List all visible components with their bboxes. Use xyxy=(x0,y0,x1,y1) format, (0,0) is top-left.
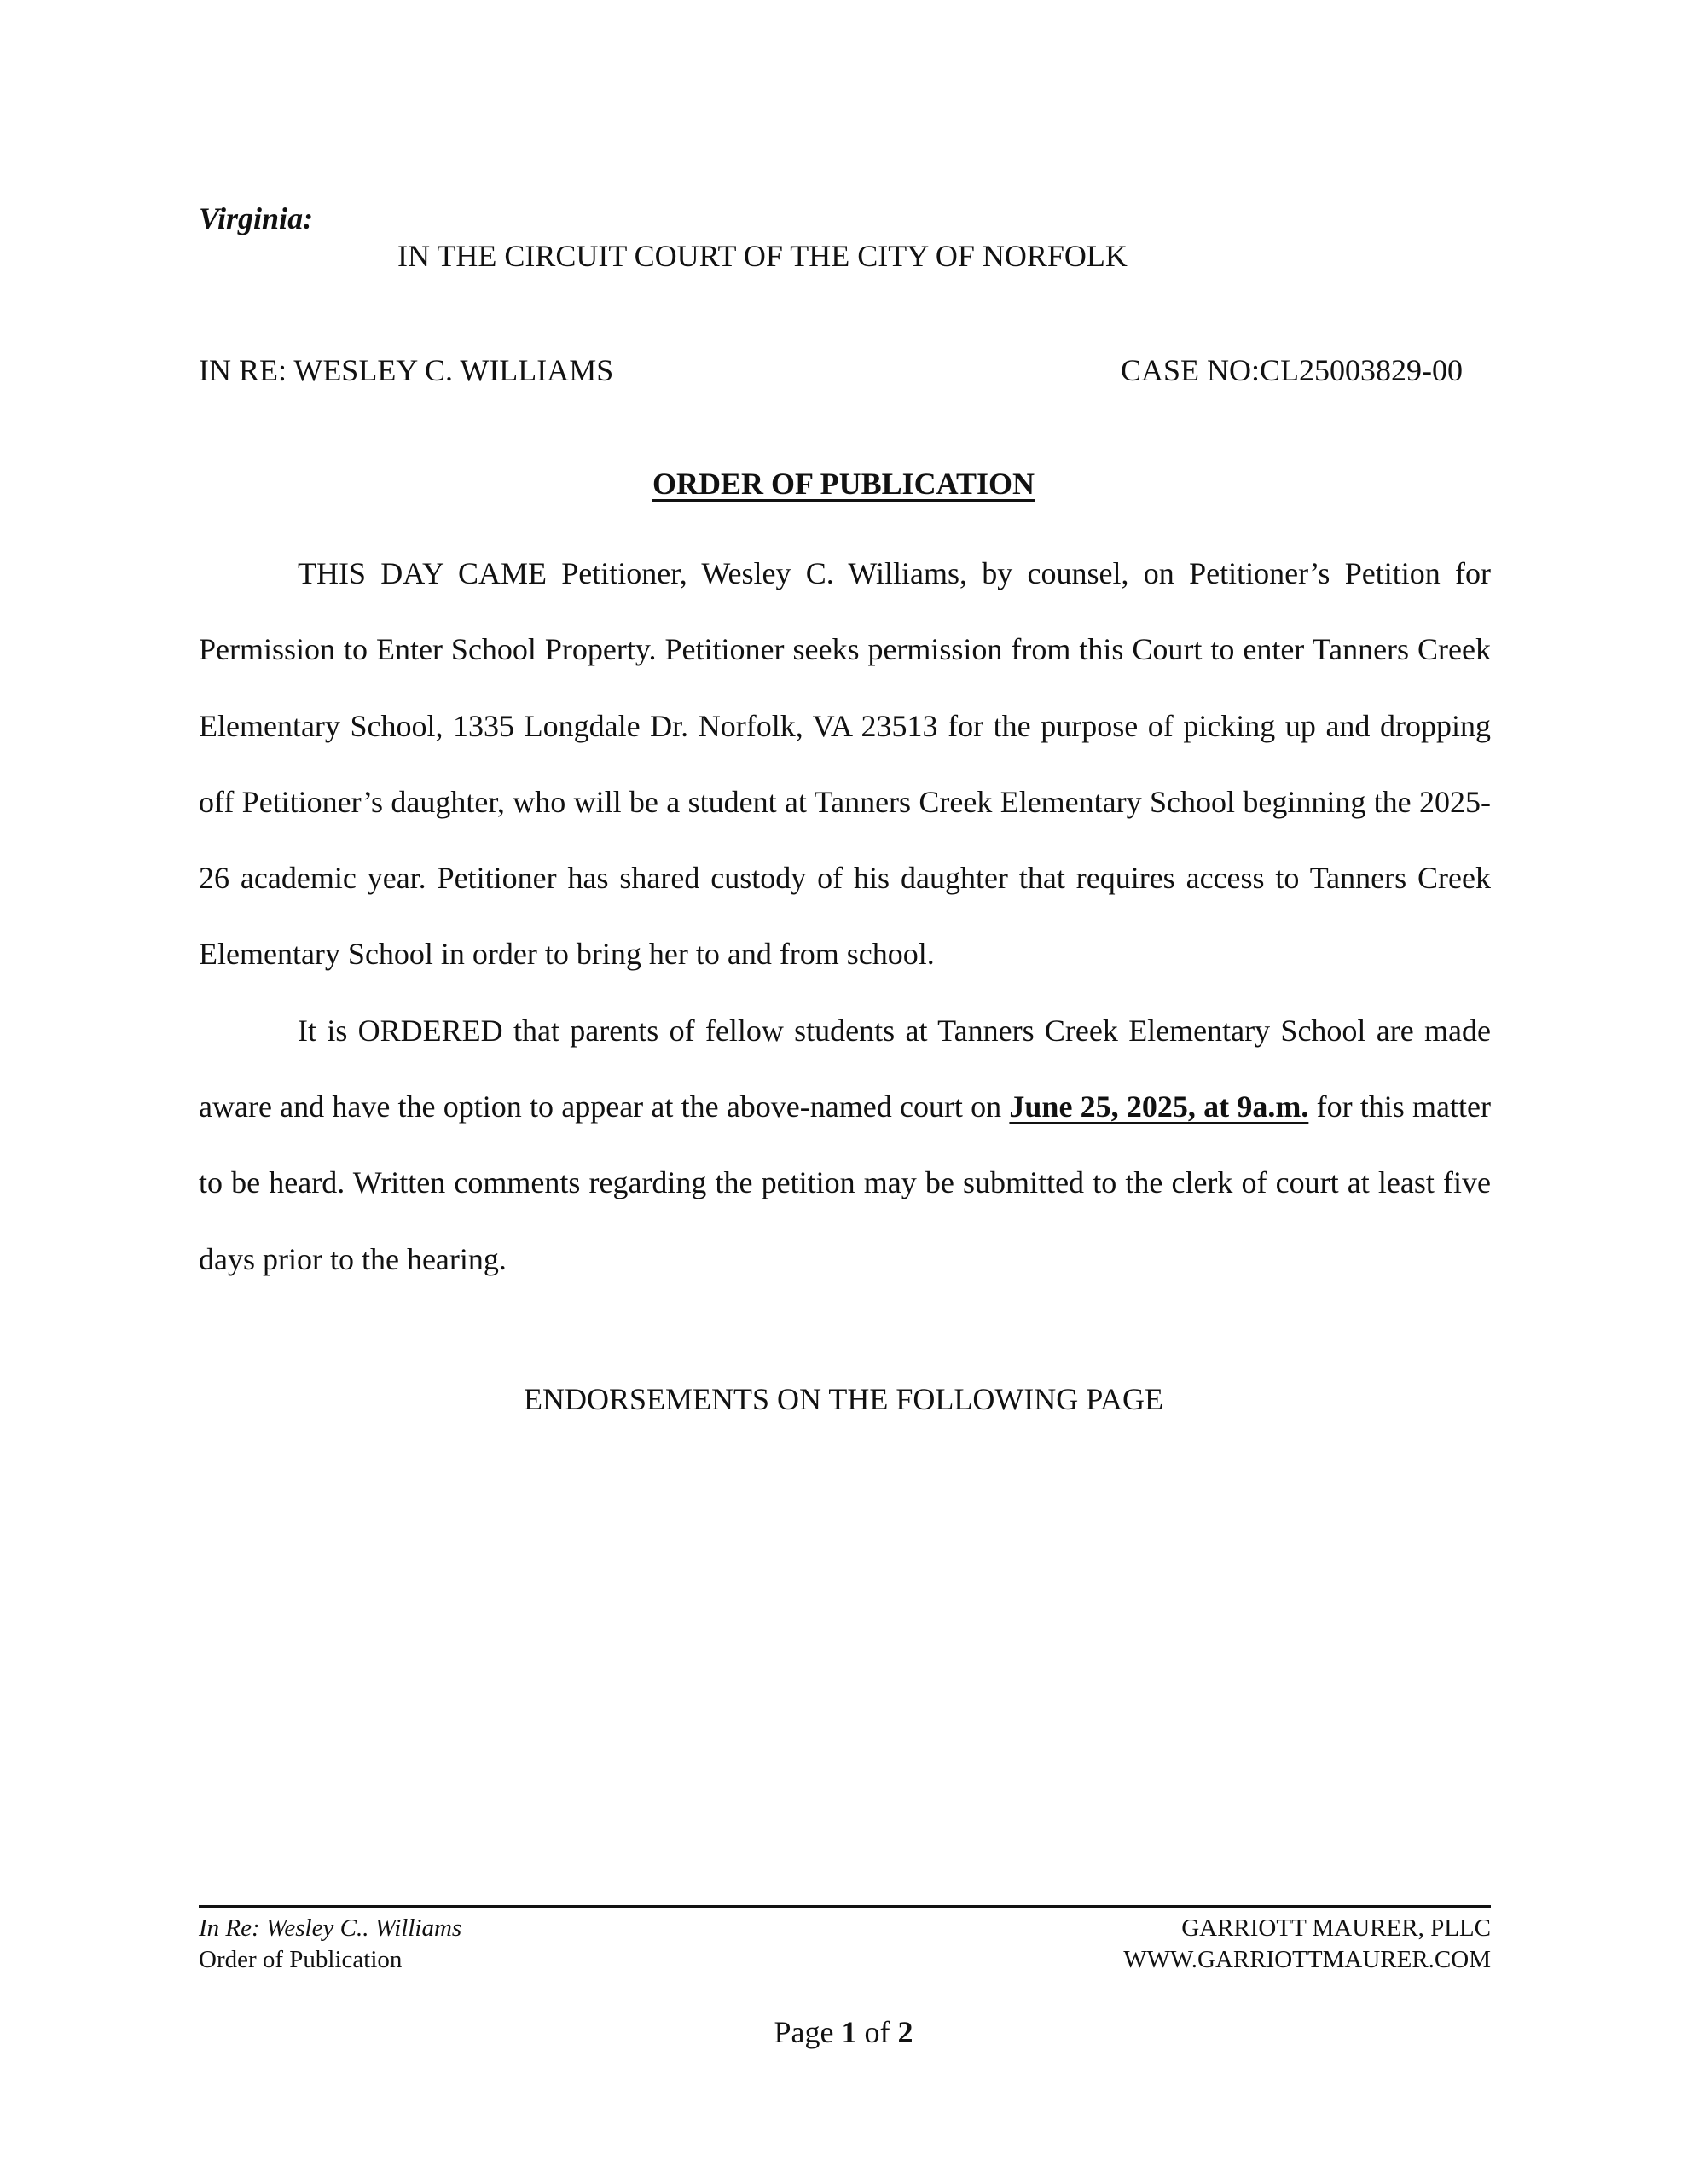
page-of: of xyxy=(856,2015,898,2049)
order-text-before: It is ORDERED that parents of fellow students at Tanners Creek Elementary School are made aware and have the option to appear at the above-named court on xyxy=(199,1013,1491,1124)
page-current: 1 xyxy=(841,2015,857,2049)
footer-firm-website: WWW.GARRIOTTMAURER.COM xyxy=(1123,1946,1491,1973)
endorsements-note: ENDORSEMENTS ON THE FOLLOWING PAGE xyxy=(523,1382,1163,1416)
hearing-date: June 25, 2025, at 9a.m. xyxy=(1009,1089,1309,1124)
order-paragraph xyxy=(199,993,1491,1298)
order-body xyxy=(199,536,1491,1298)
order-text-after: for this matter to be heard. Written comments regarding the petition may be submitted to the clerk of court at least five days prior to the hearing. xyxy=(199,1089,1491,1276)
court-heading: IN THE CIRCUIT COURT OF THE CITY OF NORFOLK xyxy=(397,239,1128,273)
footer-document-name: Order of Publication xyxy=(199,1946,403,1973)
case-number: CASE NO:CL25003829-00 xyxy=(1120,353,1463,387)
footer-firm-name: GARRIOTT MAURER, PLLC xyxy=(1181,1914,1491,1942)
case-caption: IN RE: WESLEY C. WILLIAMS xyxy=(199,353,614,387)
page-number xyxy=(0,2017,1687,2048)
petition-paragraph: THIS DAY CAME Petitioner, Wesley C. Williams, by counsel, on Petitioner’s Petition for Permission to Enter School Property. Petitioner seeks permission from this Court to enter Tanners Creek Elementary School, 1335 Longdale Dr. Norfolk, VA 23513 for the purpose of picking up and dropping off Petitioner’s daughter, who will be a student at Tanners Creek Elementary School beginning the 2025-26 academic year. Petitioner has shared custody of his daughter that requires access to Tanners Creek Elementary School in order to bring her to and from school. xyxy=(199,556,1491,972)
footer-divider xyxy=(199,1905,1491,1908)
page-total: 2 xyxy=(897,2015,913,2049)
jurisdiction-label: Virginia: xyxy=(199,201,314,235)
document-title: ORDER OF PUBLICATION xyxy=(652,467,1035,501)
footer-case-reference: In Re: Wesley C.. Williams xyxy=(199,1914,462,1942)
page-label: Page xyxy=(774,2015,842,2049)
